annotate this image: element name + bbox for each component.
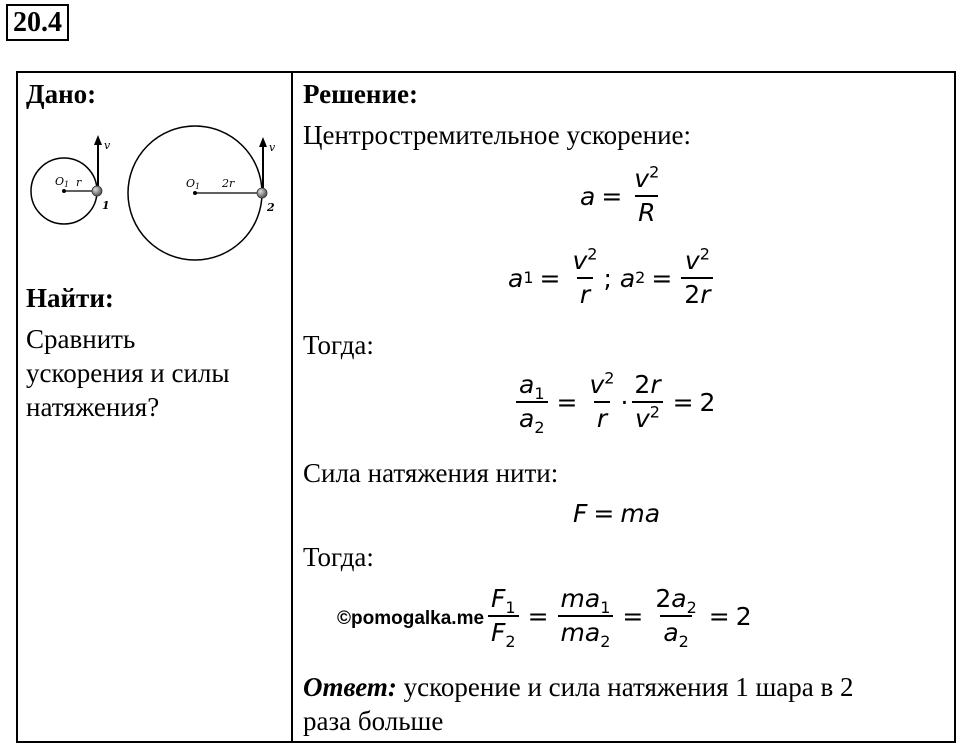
- problem-number: 20.4: [6, 4, 69, 41]
- small-center-label: O1: [55, 175, 70, 189]
- circles-diagram: [22, 123, 287, 273]
- given-column: [18, 73, 291, 741]
- find-line-3: натяжения?: [26, 392, 160, 422]
- large-center-label: O1: [186, 177, 201, 191]
- small-radius-label: r: [76, 176, 82, 189]
- formula-force: F = ma: [573, 499, 661, 528]
- formula-acceleration-ratio: $\frac{a_1}{a_2}$ = $\frac{v^2}{r}$ · $\frac{2r}{v^2}$ = 2: [513, 369, 715, 435]
- then-label-2: Тогда:: [303, 542, 374, 572]
- answer-label: Ответ:: [303, 672, 397, 702]
- large-velocity-label: v: [269, 141, 276, 154]
- solution-heading: Решение:: [303, 79, 418, 109]
- small-ball-label: 1: [102, 199, 110, 212]
- formula-centripetal: a = $\frac{v^2}{R}$: [580, 162, 660, 227]
- then-label-1: Тогда:: [303, 330, 374, 360]
- large-radius-label: 2r: [222, 177, 235, 190]
- find-heading: Найти:: [26, 283, 114, 313]
- find-line-1: Сравнить: [26, 324, 136, 354]
- small-velocity-label: v: [104, 139, 111, 152]
- answer-line-1: [303, 671, 854, 703]
- find-line-2: ускорения и силы: [26, 358, 230, 388]
- small-circle-figure: [31, 135, 111, 224]
- formula-force-ratio: $\frac{F_1}{F_2}$ = $\frac{ma_1}{ma_2}$ = $\frac{2a_2}{a_2}$ = 2: [485, 583, 752, 649]
- large-ball-label: 2: [267, 201, 275, 214]
- given-heading: Дано:: [26, 79, 97, 109]
- large-circle-figure: [128, 126, 276, 260]
- answer-line-2: раза больше: [303, 706, 444, 736]
- force-intro: Сила натяжения нити:: [303, 458, 559, 488]
- centripetal-intro: Центростремительное ускорение:: [303, 120, 692, 150]
- solution-column: [293, 73, 954, 741]
- solution-table: [16, 71, 956, 743]
- formula-accelerations: a 1 = $\frac{v^2}{r}$ ; a 2 = $\frac{v^2}{2r}$: [508, 245, 716, 311]
- answer-text: ускорение и сила натяжения 1 шара в 2: [403, 672, 854, 702]
- watermark: ©pomogalka.me: [337, 608, 485, 629]
